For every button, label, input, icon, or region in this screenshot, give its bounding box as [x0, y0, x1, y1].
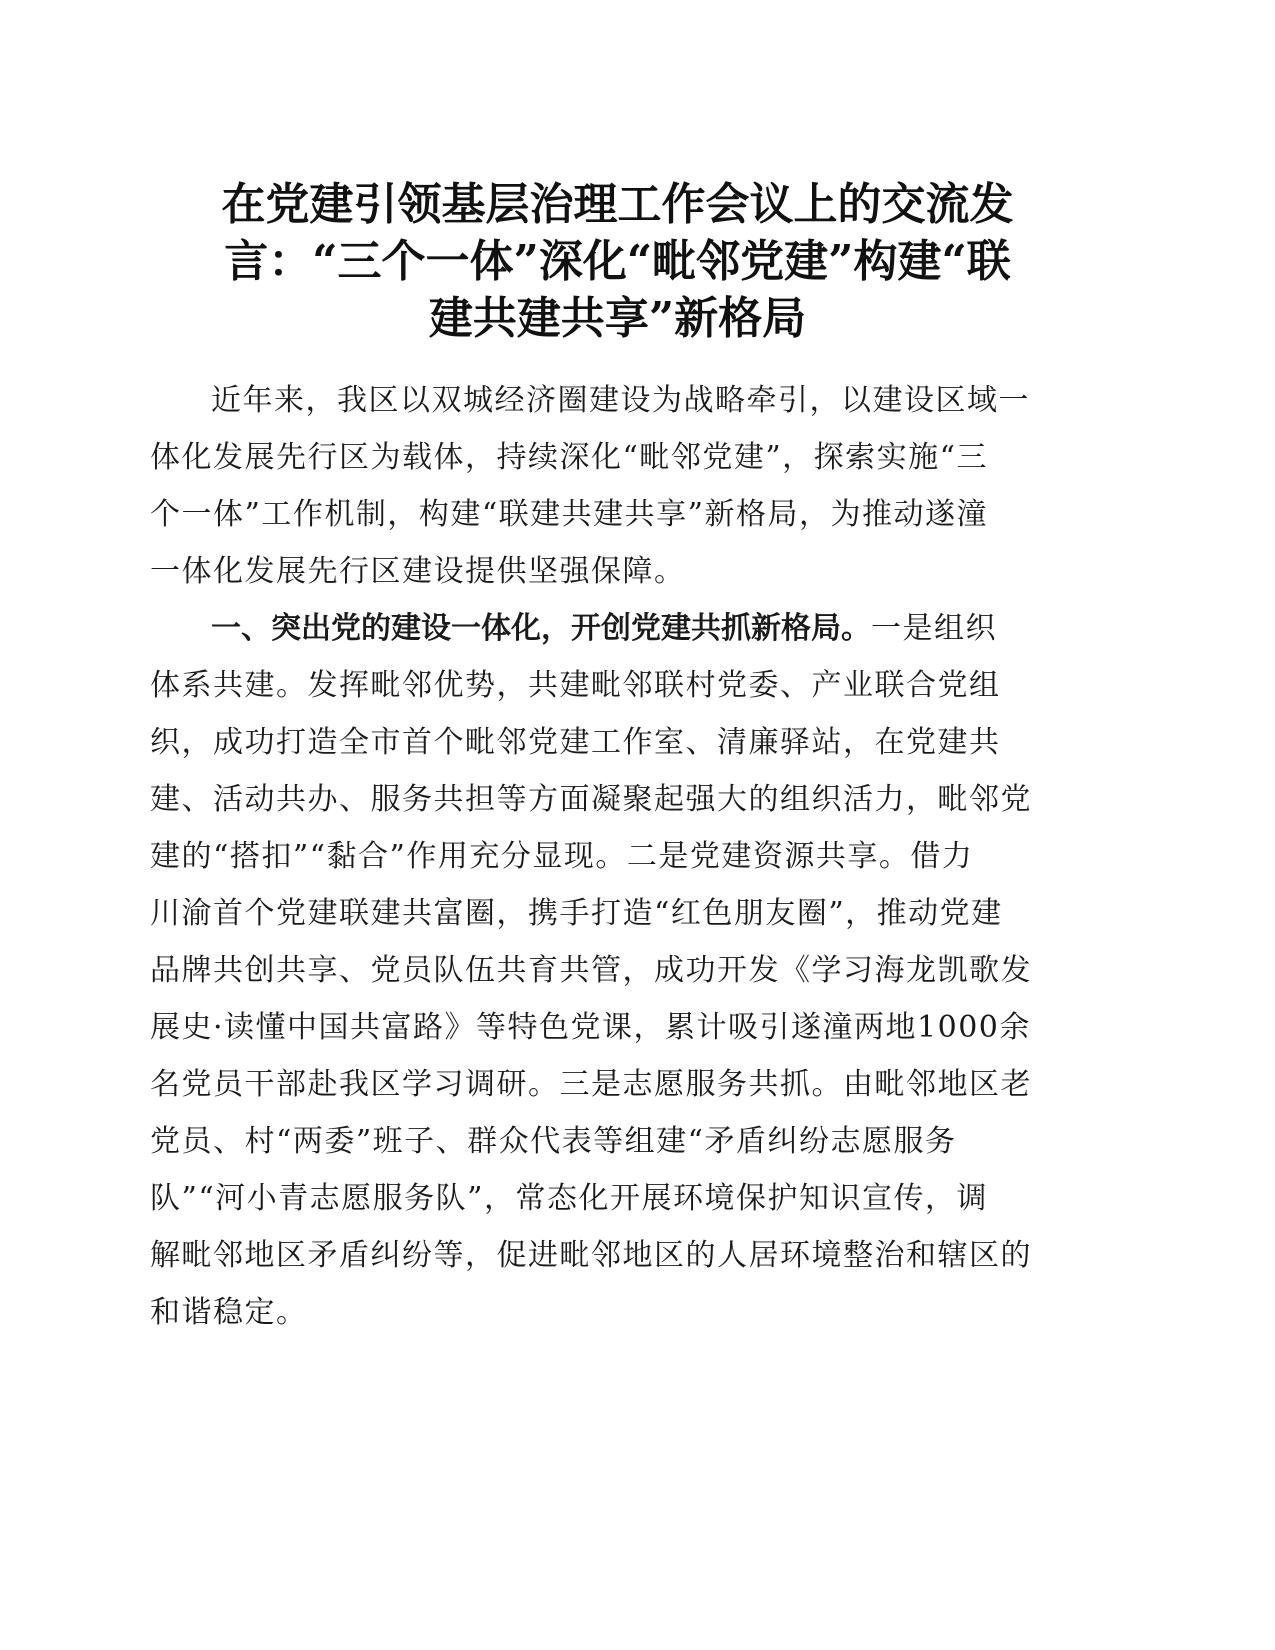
text-line: 展史·读懂中国共富路》等特色党课，累计吸引遂潼两地1000余: [150, 1010, 1031, 1045]
section-1-first-line: [150, 600, 1085, 657]
text-line: 建的“搭扣”“黏合”作用充分显现。二是党建资源共享。借力: [150, 839, 974, 874]
title-line: 建共建共享”新格局: [428, 293, 807, 344]
text-line: 解毗邻地区矛盾纠纷等，促进毗邻地区的人居环境整治和辖区的: [150, 1238, 1032, 1273]
document-title: [150, 176, 1085, 347]
title-line: 在党建引领基层治理工作会议上的交流发: [221, 179, 1014, 230]
text-line: 名党员干部赴我区学习调研。三是志愿服务共抓。由毗邻地区老: [150, 1067, 1032, 1102]
text-run: 一是组织: [871, 611, 997, 646]
title-line: 言：“三个一体”深化“毗邻党建”构建“联: [224, 236, 1011, 287]
section-1-heading: 一、突出党的建设一体化，开创党建共抓新格局。: [211, 611, 871, 646]
text-line: 队”“河小青志愿服务队”，常态化开展环境保护知识宣传，调: [150, 1181, 989, 1216]
text-line: 品牌共创共享、党员队伍共育共管，成功开发《学习海龙凯歌发: [150, 953, 1032, 988]
section-1-paragraph: [150, 600, 1085, 1341]
document-body: [150, 372, 1085, 1341]
text-line: 一体化发展先行区建设提供坚强保障。: [150, 554, 686, 589]
text-line: 建、活动共办、服务共担等方面凝聚起强大的组织活力，毗邻党: [150, 782, 1032, 817]
text-line: 和谐稳定。: [150, 1295, 308, 1330]
text-line: 体系共建。发挥毗邻优势，共建毗邻联村党委、产业联合党组: [150, 668, 1001, 703]
text-line: 织，成功打造全市首个毗邻党建工作室、清廉驿站，在党建共: [150, 725, 1001, 760]
text-line: 川渝首个党建联建共富圈，携手打造“红色朋友圈”，推动党建: [150, 896, 1003, 931]
text-line: 党员、村“两委”班子、群众代表等组建“矛盾纠纷志愿服务: [150, 1124, 957, 1159]
text-line: 体化发展先行区为载体，持续深化“毗邻党建”，探索实施“三: [150, 440, 989, 475]
text-line: 近年来，我区以双城经济圈建设为战略牵引，以建设区域一: [211, 383, 1030, 418]
intro-paragraph: [150, 372, 1085, 600]
text-line: 个一体”工作机制，构建“联建共建共享”新格局，为推动遂潼: [150, 497, 989, 532]
